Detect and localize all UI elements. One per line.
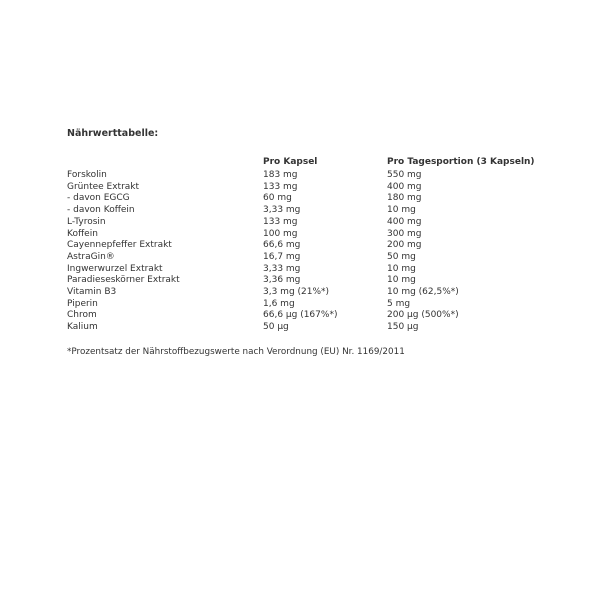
ingredient-name: Ingwerwurzel Extrakt (67, 263, 163, 274)
per-capsule-value: 66,6 µg (167%*) (263, 310, 338, 321)
ingredient-name: Kalium (67, 322, 98, 333)
ingredient-name: Grüntee Extrakt (67, 181, 140, 192)
table-row (67, 240, 557, 252)
per-daily-serving-value: 10 mg (387, 275, 416, 286)
per-capsule-value: 50 µg (263, 322, 289, 333)
per-capsule-value: 66,6 mg (263, 240, 301, 251)
ingredient-name: Koffein (67, 228, 98, 239)
per-daily-serving-value: 5 mg (387, 298, 411, 309)
nutrition-table-body (67, 170, 557, 334)
per-capsule-value: 60 mg (263, 193, 292, 204)
footnote: *Prozentsatz der Nährstoffbezugswerte nach Verordnung (EU) Nr. 1169/2011 (67, 346, 405, 357)
table-row (67, 170, 557, 182)
ingredient-name: Piperin (67, 298, 98, 309)
per-capsule-value: 3,33 mg (263, 263, 301, 274)
ingredient-name: L-Tyrosin (67, 216, 106, 227)
per-capsule-value: 133 mg (263, 181, 298, 192)
per-capsule-value: 183 mg (263, 170, 298, 180)
per-capsule-value: 1,6 mg (263, 298, 295, 309)
table-row (67, 264, 557, 276)
table-row (67, 182, 557, 194)
ingredient-name: Forskolin (67, 170, 107, 180)
per-daily-serving-value: 200 µg (500%*) (387, 310, 459, 321)
table-row (67, 287, 557, 299)
column-header-per-daily-serving: Pro Tagesportion (3 Kapseln) (387, 157, 535, 168)
ingredient-name: Vitamin B3 (67, 287, 117, 298)
nutrition-table-title: Nährwerttabelle: (67, 128, 159, 139)
ingredient-name: Chrom (67, 310, 97, 321)
table-row (67, 229, 557, 241)
per-daily-serving-value: 150 µg (387, 322, 419, 333)
table-row (67, 299, 557, 311)
table-row (67, 275, 557, 287)
table-row (67, 217, 557, 229)
per-capsule-value: 100 mg (263, 228, 298, 239)
per-daily-serving-value: 300 mg (387, 228, 422, 239)
table-row (67, 205, 557, 217)
per-daily-serving-value: 200 mg (387, 240, 422, 251)
column-header-per-capsule: Pro Kapsel (263, 157, 318, 168)
ingredient-name: Paradieseskörner Extrakt (67, 275, 180, 286)
ingredient-name: AstraGin® (67, 251, 115, 262)
per-capsule-value: 133 mg (263, 216, 298, 227)
ingredient-name: Cayennepfeffer Extrakt (67, 240, 172, 251)
table-row (67, 322, 557, 334)
per-capsule-value: 16,7 mg (263, 251, 301, 262)
ingredient-name: - davon Koffein (67, 205, 135, 216)
per-daily-serving-value: 180 mg (387, 193, 422, 204)
nutrition-section (67, 127, 567, 358)
per-capsule-value: 3,36 mg (263, 275, 301, 286)
per-daily-serving-value: 400 mg (387, 181, 422, 192)
per-daily-serving-value: 50 mg (387, 251, 416, 262)
per-daily-serving-value: 400 mg (387, 216, 422, 227)
table-row (67, 193, 557, 205)
column-header-ingredient (67, 156, 263, 170)
per-capsule-value: 3,3 mg (21%*) (263, 287, 330, 298)
per-daily-serving-value: 10 mg (62,5%*) (387, 287, 459, 298)
table-row (67, 310, 557, 322)
per-daily-serving-value: 10 mg (387, 205, 416, 216)
per-daily-serving-value: 550 mg (387, 170, 422, 180)
per-capsule-value: 3,33 mg (263, 205, 301, 216)
nutrition-table (67, 156, 557, 334)
table-header-row (67, 156, 557, 170)
table-row (67, 252, 557, 264)
per-daily-serving-value: 10 mg (387, 263, 416, 274)
ingredient-name: - davon EGCG (67, 193, 130, 204)
